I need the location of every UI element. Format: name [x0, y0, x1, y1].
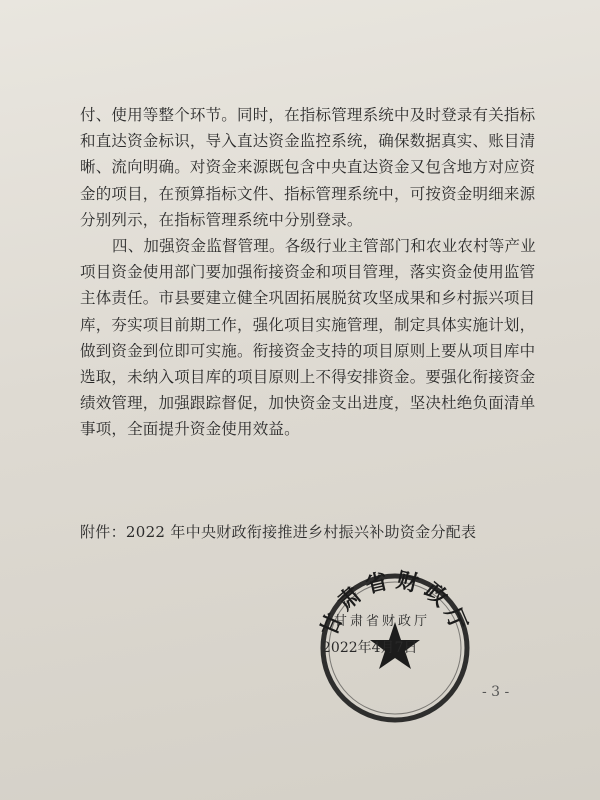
body-line: 项目资金使用部门要加强衔接资金和项目管理，落实资金使用监管	[80, 263, 536, 282]
body-line: 库，夯实项目前期工作，强化项目实施管理，制定具体实施计划，	[80, 315, 536, 334]
body-line: 晰、流向明确。对资金来源既包含中央直达资金又包含地方对应资	[80, 158, 536, 177]
body-line: 付、使用等整个环节。同时，在指标管理系统中及时登录有关指标	[80, 106, 536, 124]
body-line: 金的项目，在预算指标文件、指标管理系统中，可按资金明细来源	[80, 184, 536, 203]
section-four-heading-line: 四、加强资金监督管理。各级行业主管部门和农业农村等产业	[112, 237, 536, 256]
page-number: - 3 -	[482, 684, 510, 700]
body-line: 绩效管理，加强跟踪督促，加快资金支出进度，坚决杜绝负面清单	[80, 394, 536, 413]
signature-unit: 甘肃省财政厅	[334, 614, 431, 629]
body-line: 主体责任。市县要建立健全巩固拓展脱贫攻坚成果和乡村振兴项目	[80, 289, 536, 308]
body-text	[80, 102, 560, 443]
signature-date: 2022年4月7日	[322, 640, 418, 656]
svg-text:甘肃省财政厅: 甘肃省财政厅	[315, 566, 475, 640]
body-line: 选取，未纳入项目库的项目原则上不得安排资金。要强化衔接资金	[80, 368, 536, 387]
attachment-note: 附件：2022 年中央财政衔接推进乡村振兴补助资金分配表	[80, 523, 477, 541]
body-line: 事项，全面提升资金使用效益。	[80, 420, 300, 439]
body-line: 和直达资金标识，导入直达资金监控系统，确保数据真实、账目清	[80, 132, 536, 151]
body-line: 分别列示，在指标管理系统中分别登录。	[80, 210, 363, 229]
body-line: 做到资金到位即可实施。衔接资金支持的项目原则上要从项目库中	[80, 341, 536, 360]
